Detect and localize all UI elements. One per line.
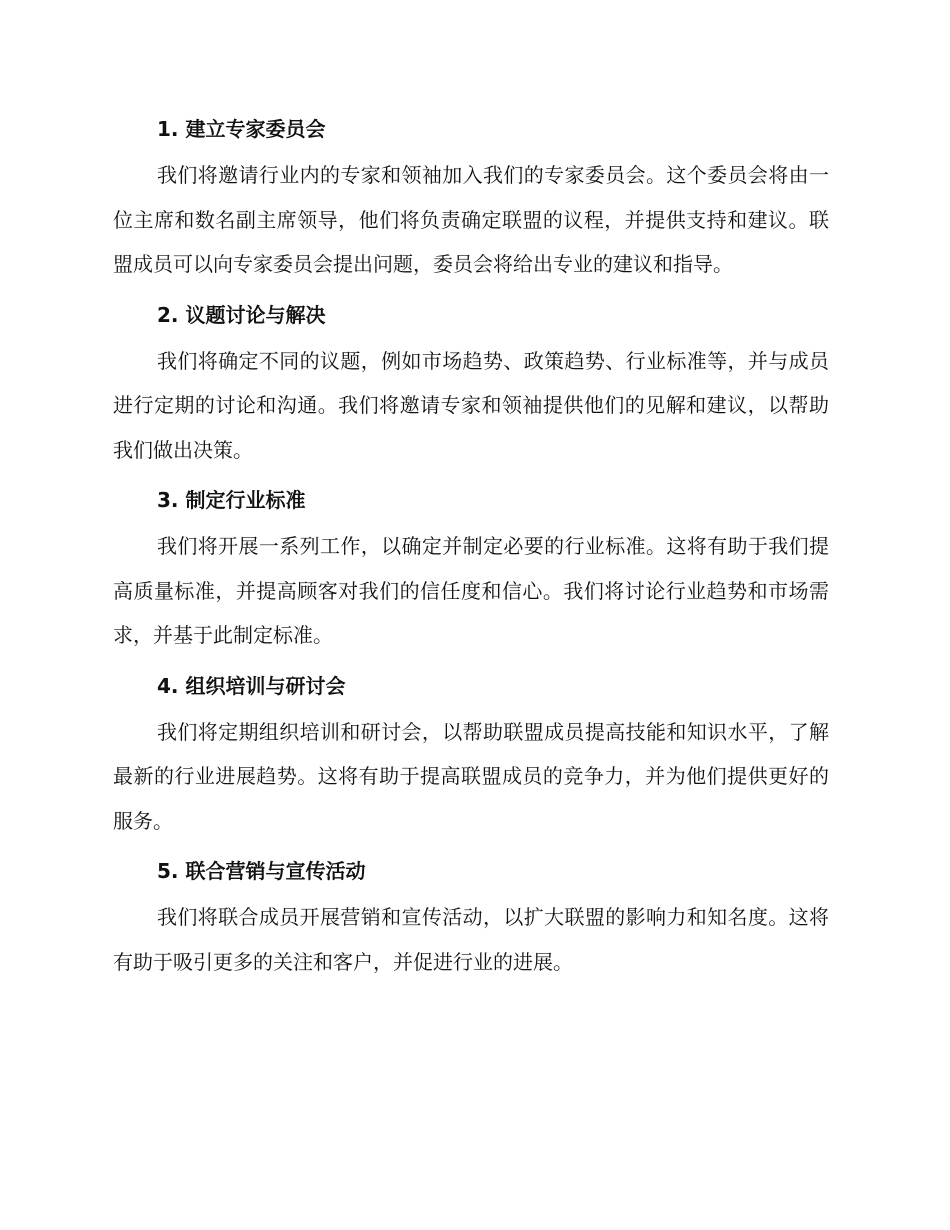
- section-paragraph: 我们将联合成员开展营销和宣传活动，以扩大联盟的影响力和知名度。这将有助于吸引更多的关注和客户，并促进行业的进展。: [113, 905, 829, 974]
- section-heading: 2. 议题讨论与解决: [157, 302, 326, 327]
- section-expert-committee: [113, 113, 829, 287]
- section-heading: 3. 制定行业标准: [157, 488, 306, 512]
- section-topic-discussion: [113, 299, 829, 473]
- section-paragraph: 我们将定期组织培训和研讨会，以帮助联盟成员提高技能和知识水平，了解最新的行业进展趋势。这将有助于提高联盟成员的竞争力，并为他们提供更好的服务。: [113, 719, 829, 833]
- section-heading: 5. 联合营销与宣传活动: [157, 859, 366, 883]
- section-joint-marketing: [113, 855, 829, 984]
- section-heading: 1. 建立专家委员会: [157, 117, 326, 141]
- document-content: [113, 113, 829, 996]
- section-paragraph: 我们将开展一系列工作，以确定并制定必要的行业标准。这将有助于我们提高质量标准，并提高顾客对我们的信任度和信心。我们将讨论行业趋势和市场需求，并基于此制定标准。: [113, 534, 829, 647]
- section-paragraph: 我们将确定不同的议题，例如市场趋势、政策趋势、行业标准等，并与成员进行定期的讨论和沟通。我们将邀请专家和领袖提供他们的见解和建议，以帮助我们做出决策。: [113, 348, 829, 462]
- section-heading: 4. 组织培训与研讨会: [157, 673, 346, 698]
- section-training-seminars: [113, 670, 829, 844]
- section-industry-standards: [113, 484, 829, 658]
- section-paragraph: 我们将邀请行业内的专家和领袖加入我们的专家委员会。这个委员会将由一位主席和数名副主席领导，他们将负责确定联盟的议程，并提供支持和建议。联盟成员可以向专家委员会提出问题，委员会将给出专业的建议和指导。: [113, 163, 829, 276]
